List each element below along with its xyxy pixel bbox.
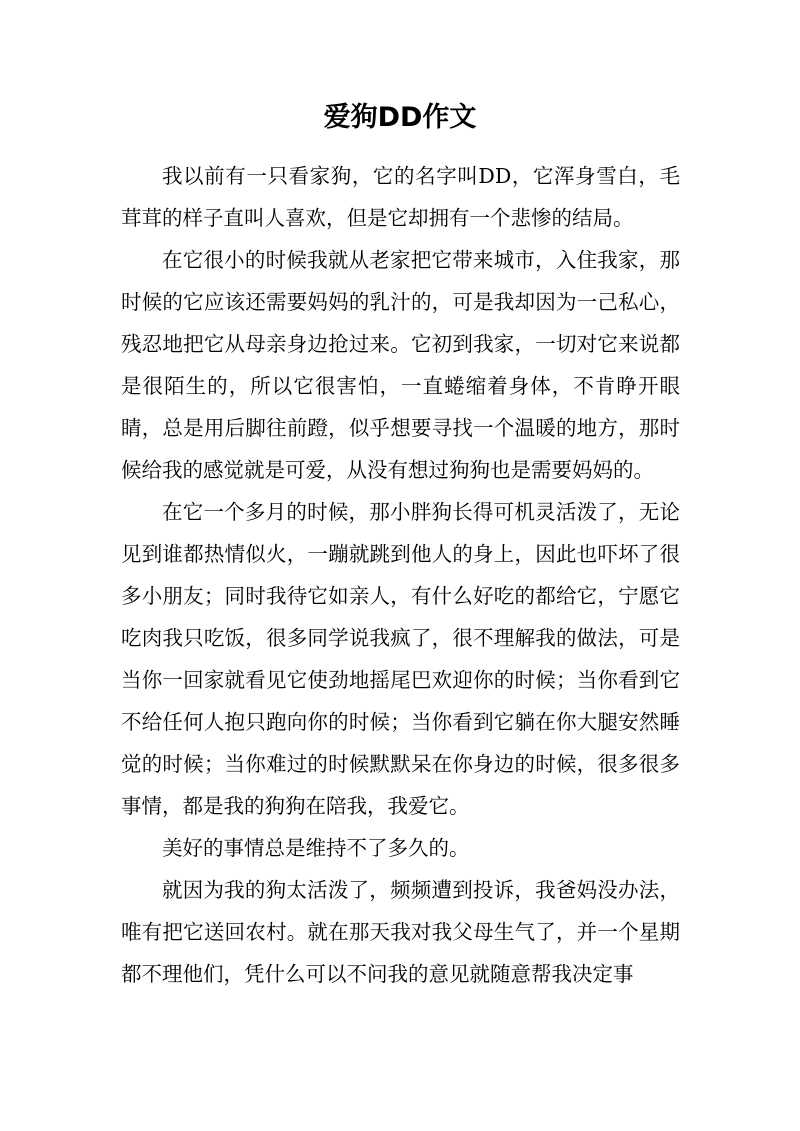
paragraph: 在它一个多月的时候，那小胖狗长得可机灵活泼了，无论见到谁都热情似火，一蹦就跳到他人的身上，因此也吓坏了很多小朋友；同时我待它如亲人，有什么好吃的都给它，宁愿它吃肉我只吃饭，很多同学说我疯了，很不理解我的做法，可是当你一回家就看见它使劲地摇尾巴欢迎你的时候；当你看到它不给任何人抱只跑向你的时候；当你看到它躺在你大腿安然睡觉的时候；当你难过的时候默默呆在你身边的时候，很多很多事情，都是我的狗狗在陪我，我爱它。 — [121, 500, 680, 818]
paragraph: 美好的事情总是维持不了多久的。 — [162, 836, 470, 860]
paragraph: 我以前有一只看家狗，它的名字叫DD，它浑身雪白，毛茸茸的样子直叫人喜欢，但是它却拥有一个悲惨的结局。 — [121, 164, 680, 230]
paragraph: 在它很小的时候我就从老家把它带来城市，入住我家，那时候的它应该还需要妈妈的乳汁的，可是我却因为一己私心，残忍地把它从母亲身边抢过来。它初到我家，一切对它来说都是很陌生的，所以它很害怕，一直蜷缩着身体，不肯睁开眼睛，总是用后脚往前蹬，似乎想要寻找一个温暖的地方，那时候给我的感觉就是可爱，从没有想过狗狗也是需要妈妈的。 — [121, 248, 680, 482]
document-body — [121, 155, 680, 995]
paragraph: 就因为我的狗太活泼了，频频遭到投诉，我爸妈没办法，唯有把它送回农村。就在那天我对我父母生气了，并一个星期都不理他们，凭什么可以不问我的意见就随意帮我决定事 — [121, 878, 680, 986]
document-title: 爱狗DD作文 — [323, 102, 477, 133]
